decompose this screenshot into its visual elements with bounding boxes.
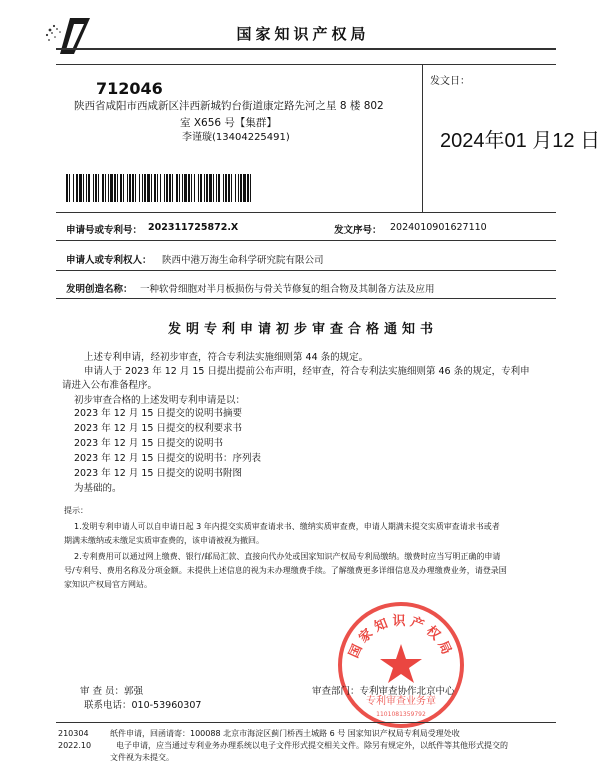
notice-title: 发明专利申请初步审查合格通知书 <box>167 322 438 337</box>
applicant-label: 申请人或专利权人： <box>66 255 152 266</box>
issue-date-label: 发文日： <box>430 76 470 87</box>
notice-basis: 为基础的。 <box>74 483 122 494</box>
footer-note-2: 电子申请，应当通过专利业务办理系统以电子文件形式提交相关文件。除另有规定外，以纸件等其他形式提交的 <box>116 741 508 750</box>
postcode: 712046 <box>96 79 163 98</box>
submitted-document: 2023 年 12 月 15 日提交的说明书 <box>74 438 223 449</box>
issue-date: 2024年01 月12 日 <box>440 130 601 152</box>
notice-paragraph-2: 申请人于 2023 年 12 月 15 日提出提前公布声明，经审查，符合专利法实施细则第 46 条的规定，专利申 <box>84 366 530 377</box>
info-rule-1 <box>56 212 556 213</box>
applicant-name: 陕西中港万海生命科学研究院有限公司 <box>162 255 324 266</box>
frame-top <box>56 64 556 65</box>
frame-divider <box>422 64 423 212</box>
examiner: 审 查 员：郭强 <box>80 686 144 697</box>
invention-title: 一种软骨细胞对半月板损伤与骨关节修复的组合物及其制备方法及应用 <box>140 284 435 295</box>
submitted-document: 2023 年 12 月 15 日提交的说明书摘要 <box>74 408 242 419</box>
tip-1: 1.发明专利申请人可以自申请日起 3 年内提交实质审查请求书、缴纳实质审查费，申请人期满未提交实质审查请求书或者 <box>74 522 500 531</box>
info-rule-3 <box>56 270 556 271</box>
official-seal <box>336 600 466 730</box>
tips-label: 提示： <box>64 506 88 515</box>
submitted-document: 2023 年 12 月 15 日提交的说明书附图 <box>74 468 242 479</box>
tip-1-cont: 期满未缴纳或未缴足实质审查费的，该申请被视为撤回。 <box>64 536 264 545</box>
info-rule-4 <box>56 298 556 299</box>
recipient-contact: 李谨璇(13404225491) <box>182 132 290 143</box>
submitted-document: 2023 年 12 月 15 日提交的权利要求书 <box>74 423 242 434</box>
office-name: 国家知识产权局 <box>236 25 370 43</box>
submitted-document: 2023 年 12 月 15 日提交的说明书：序列表 <box>74 453 261 464</box>
notice-paragraph-2-cont: 请进入公布准备程序。 <box>62 380 158 391</box>
footer-note-3: 文件视为未提交。 <box>110 753 174 762</box>
application-number: 202311725872.X <box>148 222 239 233</box>
invention-title-label: 发明创造名称： <box>66 284 133 295</box>
address-line-1: 陕西省咸阳市西咸新区沣西新城钓台街道康定路先河之星 8 楼 802 <box>74 100 384 112</box>
svg-text:专利审查业务章: 专利审查业务章 <box>366 696 436 707</box>
application-number-label: 申请号或专利号： <box>66 225 143 236</box>
tip-2-cont: 号/专利号、费用名称及分项金额。未提供上述信息的视为未办理缴费手续。了解缴费更多详细信息及办理缴费业务，请登录国 <box>64 566 507 575</box>
examining-department: 审查部门：专利审查协作北京中心 <box>312 686 455 697</box>
svg-text:1101081359792: 1101081359792 <box>376 711 426 718</box>
mailing-address <box>74 98 392 115</box>
contact-phone: 联系电话：010-53960307 <box>84 700 202 711</box>
tip-2: 2.专利费用可以通过网上缴费、银行/邮局汇款、直接向代办处或国家知识产权局专利局缴纳。缴费时应当写明正确的申请 <box>74 552 501 561</box>
svg-text:国家知识产权局: 国家知识产权局 <box>346 614 456 661</box>
form-code: 210304 <box>58 729 89 738</box>
info-rule-2 <box>56 240 556 241</box>
notice-paragraph-3: 初步审查合格的上述发明专利申请是以： <box>74 395 246 406</box>
footer-note-1: 纸件申请，回函请寄：100088 北京市海淀区蓟门桥西土城路 6 号 国家知识产权局专利局受理处收 <box>110 729 460 738</box>
form-version: 2022.10 <box>58 741 92 750</box>
serial-number-label: 发文序号： <box>334 225 382 236</box>
tip-2-cont: 家知识产权局官方网站。 <box>64 580 152 589</box>
serial-number: 2024010901627110 <box>390 222 487 233</box>
barcode <box>66 174 394 202</box>
notice-paragraph-1: 上述专利申请，经初步审查，符合专利法实施细则第 44 条的规定。 <box>84 352 369 363</box>
footer-rule <box>56 722 556 723</box>
address-line-2: 室 X656 号【集群】 <box>180 117 277 129</box>
header-rule <box>56 48 556 50</box>
